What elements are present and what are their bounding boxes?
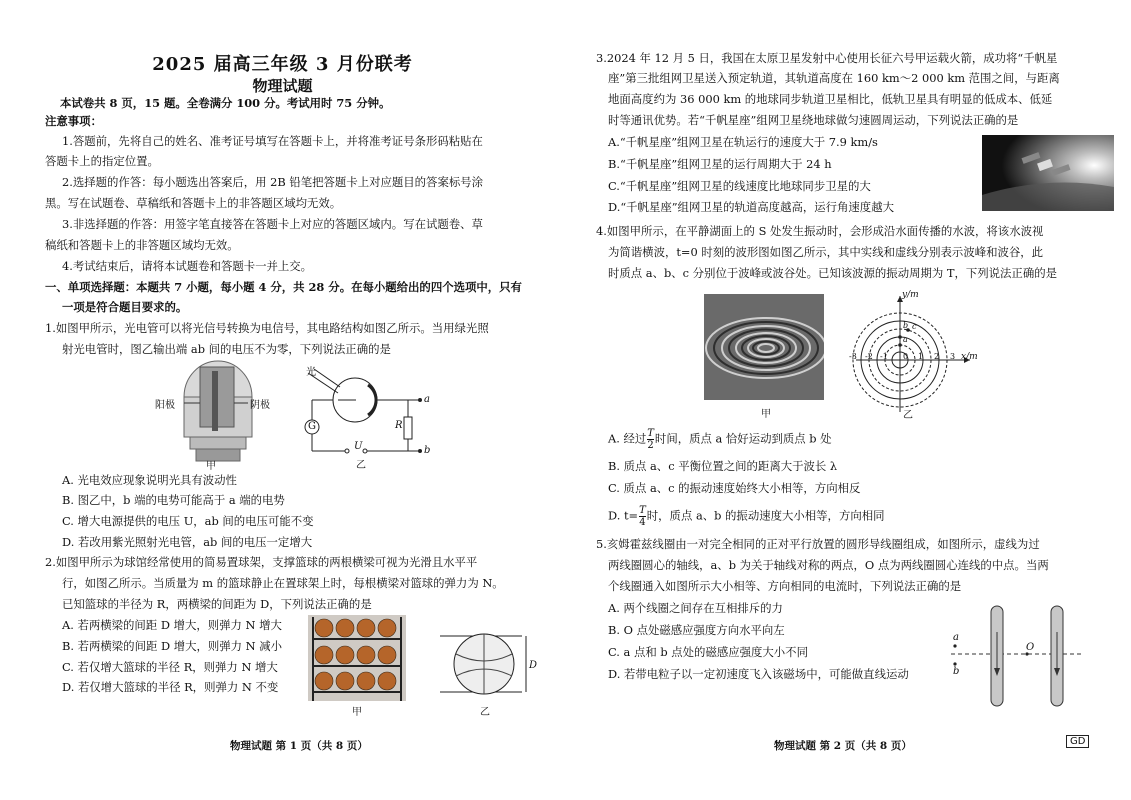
q4-stem: 时质点 a、b、c 分别位于波峰或波谷处。已知该波源的振动周期为 T，下列说法正确的是: [608, 266, 1057, 280]
q4-option-b: B. 质点 a、c 平衡位置之间的距离大于波长 λ: [608, 459, 838, 473]
fig-jia-label: 甲: [761, 409, 771, 420]
satellite-photo: [982, 135, 1114, 211]
point-b-label: b: [903, 321, 909, 330]
point-a-label: a: [903, 335, 908, 344]
phototube-figure: [170, 357, 290, 469]
fig-jia-label: 甲: [352, 707, 362, 718]
ball-rack-photo: [308, 615, 406, 701]
point-a-label: a: [953, 632, 959, 643]
q2-stem: 已知篮球的半径为 R，两横梁的间距为 D，下列说法正确的是: [62, 597, 372, 611]
section1-heading: 一、单项选择题：本题共 7 小题，每小题 4 分，共 28 分。在每小题给出的四个选项中，只有: [45, 280, 522, 294]
q3-option-a: A.“千帆星座”组网卫星在轨运行的速度大于 7.9 km/s: [608, 135, 878, 149]
fraction-numerator: T: [639, 505, 646, 516]
q5-option-a: A. 两个线圈之间存在互相排斥的力: [608, 601, 783, 615]
q5-stem: 5.亥姆霍兹线圈由一对完全相同的正对平行放置的圆形导线圈组成，如图所示，虚线为过: [596, 537, 1040, 551]
page-footer: 物理试题 第 1 页（共 8 页）: [230, 740, 368, 752]
left-page: [0, 0, 565, 800]
light-label: 光: [306, 367, 316, 378]
notice-line: 3.非选择题的作答：用签字笔直接答在答题卡上对应的答题区域内。写在试题卷、草: [62, 217, 483, 231]
x-tick: 2: [934, 352, 940, 361]
q1-option-b: B. 图乙中，b 端的电势可能高于 a 端的电势: [62, 493, 285, 507]
fig-jia-label: 甲: [206, 461, 216, 472]
q2-stem: 2.如图甲所示为球馆经常使用的简易置球架，支撑篮球的两根横梁可视为光滑且水平平: [45, 555, 478, 569]
exam-info: 本试卷共 8 页，15 题。全卷满分 100 分。考试用时 75 分钟。: [60, 96, 391, 110]
q2-option-d: D. 若仅增大篮球的半径 R，则弹力 N 不变: [62, 680, 279, 694]
q3-stem: 座”第三批组网卫星送入预定轨道，其轨道高度在 160 km～2 000 km 范围之间，与距离: [608, 71, 1060, 85]
anode-label: 阳极: [155, 400, 175, 411]
q4-option-c: C. 质点 a、c 的振动速度始终大小相等，方向相反: [608, 481, 861, 495]
q2-stem: 行，如图乙所示。当质量为 m 的篮球静止在置球架上时，每根横梁对篮球的弹力为 N。: [62, 576, 504, 590]
notice-heading: 注意事项：: [45, 114, 102, 128]
q2-option-c: C. 若仅增大篮球的半径 R，则弹力 N 增大: [62, 660, 278, 674]
fig-yi-label: 乙: [480, 707, 490, 718]
terminal-b-label: b: [424, 445, 431, 456]
right-page: [566, 0, 1131, 800]
fraction: [647, 428, 654, 451]
notice-line: 答题卡上的指定位置。: [45, 154, 159, 168]
notice-line: 黑。写在试题卷、草稿纸和答题卡上的非答题区域均无效。: [45, 196, 342, 210]
x-tick: 1: [918, 352, 924, 361]
fig-yi-label: 乙: [356, 460, 366, 471]
q5-stem: 个线圈通入如图所示大小相等、方向相同的电流时，下列说法正确的是: [608, 579, 962, 593]
galvanometer-label: G: [308, 421, 316, 432]
q1-option-a: A. 光电效应现象说明光具有波动性: [62, 473, 237, 487]
q3-stem: 时等通讯优势。若“千帆星座”组网卫星绕地球做匀速圆周运动，下列说法正确的是: [608, 113, 1019, 127]
q4-stem: 为简谐横波，t=0 时刻的波形图如图乙所示，其中实线和虚线分别表示波峰和波谷，此: [608, 245, 1044, 259]
resistor-label: R: [395, 420, 403, 431]
ball-beams-diagram: [440, 628, 540, 700]
q1-stem: 射光电管时，图乙输出端 ab 间的电压不为零，下列说法正确的是: [62, 342, 391, 356]
q5-option-b: B. O 点处磁感应强度方向水平向左: [608, 623, 785, 637]
q1-option-d: D. 若改用紫光照射光电管，ab 间的电压一定增大: [62, 535, 313, 549]
q3-stem: 地面高度约为 36 000 km 的地球同步轨道卫星相比，低轨卫星具有明显的低成本、低延: [608, 92, 1053, 106]
x-tick: -3: [849, 352, 857, 361]
x-tick: 0: [903, 352, 909, 361]
q5-option-c: C. a 点和 b 点处的磁感应强度大小不同: [608, 645, 808, 659]
fraction-denominator: 4: [639, 517, 646, 528]
notice-line: 4.考试结束后，请将本试题卷和答题卡一并上交。: [62, 259, 313, 273]
x-tick: -2: [865, 352, 873, 361]
section1-heading-cont: 一项是符合题目要求的。: [62, 300, 188, 314]
fraction-denominator: 2: [647, 440, 654, 451]
q3-option-b: B.“千帆星座”组网卫星的运行周期大于 24 h: [608, 157, 832, 171]
option-text: A. 经过: [608, 431, 647, 446]
q3-option-c: C.“千帆星座”组网卫星的线速度比地球同步卫星的大: [608, 179, 871, 193]
fraction: [639, 505, 646, 528]
q4-stem: 4.如图甲所示，在平静湖面上的 S 处发生振动时，会形成沿水面传播的水波，将该水波视: [596, 224, 1044, 238]
exam-title: 2025 届高三年级 3 月份联考: [152, 54, 413, 75]
point-o-label: O: [1026, 642, 1035, 653]
fig-yi-label: 乙: [903, 410, 913, 421]
q3-option-d: D.“千帆星座”组网卫星的轨道高度越高，运行角速度越大: [608, 200, 894, 214]
notice-line: 稿纸和答题卡上的非答题区域均无效。: [45, 238, 239, 252]
beam-distance-label: D: [529, 660, 538, 671]
q2-option-a: A. 若两横梁的间距 D 增大，则弹力 N 增大: [62, 618, 282, 632]
q5-stem: 两线圈圆心的轴线，a、b 为关于轴线对称的两点，O 点为两线圈圆心连线的中点。当两: [608, 558, 1049, 572]
water-ripple-photo: [704, 294, 824, 400]
cathode-label: 阴极: [250, 400, 270, 411]
point-b-label: b: [953, 666, 960, 677]
q5-option-d: D. 若带电粒子以一定初速度飞入该磁场中，可能做直线运动: [608, 667, 909, 681]
option-text: 时间，质点 a 恰好运动到质点 b 处: [654, 431, 832, 446]
q1-option-c: C. 增大电源提供的电压 U，ab 间的电压可能不变: [62, 514, 314, 528]
x-axis-label: x/m: [961, 352, 978, 362]
exam-subtitle: 物理试题: [252, 77, 313, 95]
x-tick: -1: [880, 352, 888, 361]
terminal-a-label: a: [424, 394, 430, 405]
point-c-label: c: [912, 322, 917, 331]
notice-line: 1.答题前，先将自己的姓名、准考证号填写在答题卡上，并将准考证号条形码粘贴在: [62, 134, 483, 148]
q3-stem: 3.2024 年 12 月 5 日，我国在太原卫星发射中心使用长征六号甲运载火箭，成功将“千帆星: [596, 51, 1058, 65]
option-text: D. t=: [608, 508, 639, 523]
circuit-diagram: [300, 365, 440, 465]
exam-code-badge: GD: [1066, 735, 1089, 748]
voltage-label: U: [354, 441, 363, 452]
q4-option-a: [608, 428, 832, 451]
q2-option-b: B. 若两横梁的间距 D 增大，则弹力 N 减小: [62, 639, 283, 653]
notice-line: 2.选择题的作答：每小题选出答案后，用 2B 铅笔把答题卡上对应题目的答案标号涂: [62, 175, 484, 189]
option-text: 时，质点 a、b 的振动速度大小相等，方向相同: [646, 508, 885, 523]
y-axis-label: y/m: [902, 290, 919, 300]
q1-stem: 1.如图甲所示，光电管可以将光信号转换为电信号，其电路结构如图乙所示。当用绿光照: [45, 321, 489, 335]
q4-option-d: [608, 505, 885, 528]
x-tick: 3: [950, 352, 956, 361]
page-footer: 物理试题 第 2 页（共 8 页）: [774, 740, 912, 752]
fraction-numerator: T: [647, 428, 654, 439]
helmholtz-coils-diagram: [951, 602, 1081, 714]
